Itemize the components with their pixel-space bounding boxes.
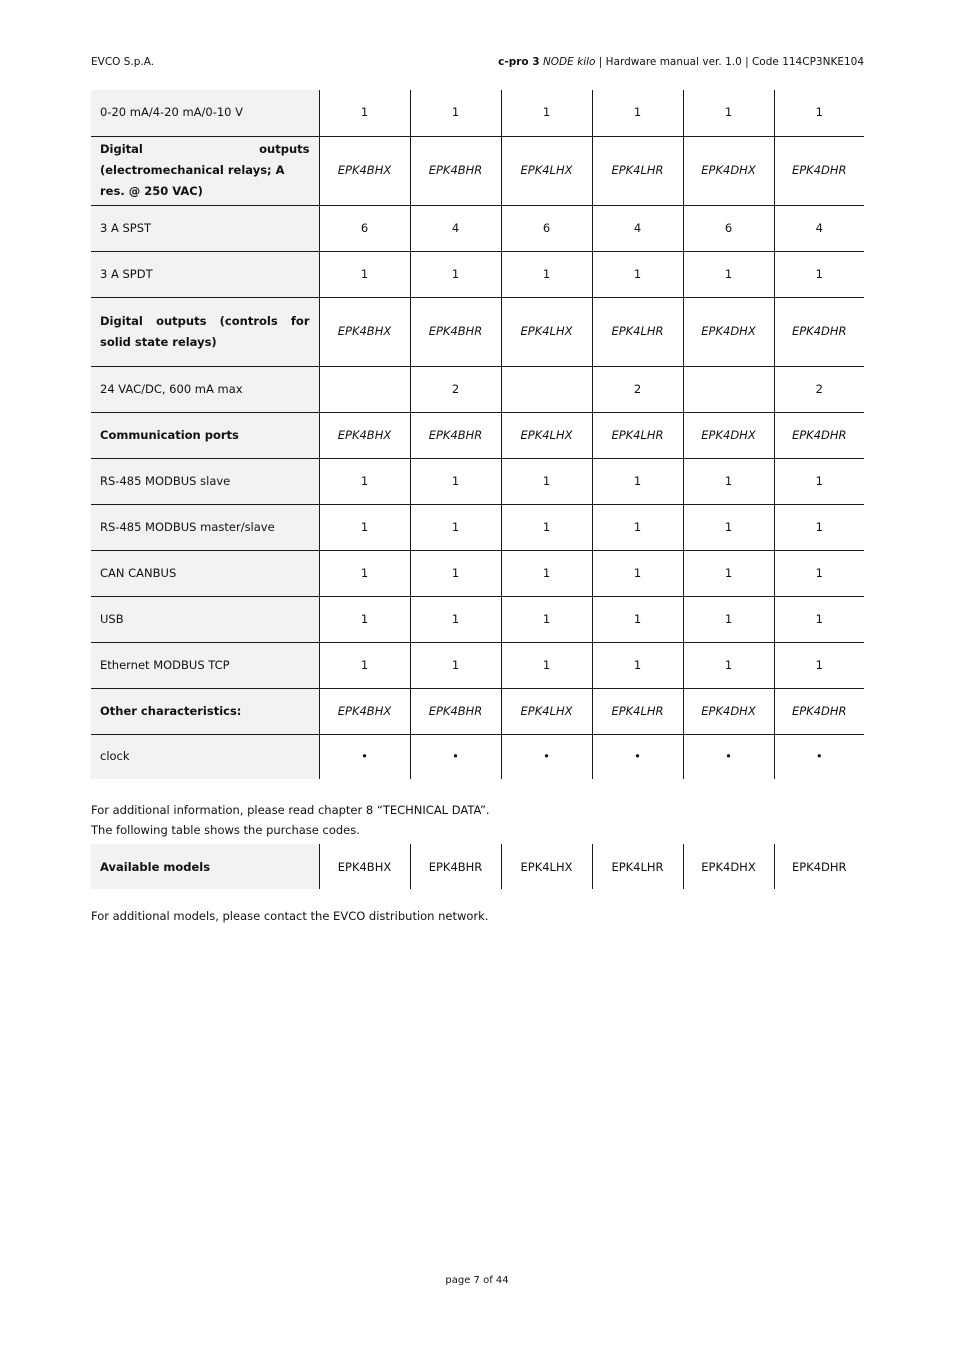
bullet-mark: •	[815, 749, 823, 764]
document-title	[498, 56, 864, 68]
table-row	[91, 734, 864, 779]
cell-value: 1	[319, 90, 410, 136]
model-code: EPK4BHR	[410, 844, 501, 889]
model-header: EPK4DHX	[683, 412, 774, 458]
model-header: EPK4BHR	[410, 136, 501, 205]
model-header: EPK4DHR	[774, 136, 864, 205]
specifications-table	[91, 90, 864, 779]
model-header: EPK4LHR	[592, 136, 683, 205]
row-label: Ethernet MODBUS TCP	[91, 642, 319, 688]
model-header: EPK4LHX	[501, 297, 592, 366]
company-name: EVCO S.p.A.	[91, 56, 155, 68]
cell-value: 6	[501, 205, 592, 251]
row-label: CAN CANBUS	[91, 550, 319, 596]
bullet-mark: •	[410, 734, 501, 779]
product-name: c-pro 3	[498, 56, 540, 68]
model-header: EPK4LHR	[592, 688, 683, 734]
cell-value: 6	[319, 205, 410, 251]
cell-value: 4	[410, 205, 501, 251]
model-header: EPK4DHX	[683, 688, 774, 734]
cell-value: 1	[410, 251, 501, 297]
cell-value: 1	[592, 504, 683, 550]
table-row	[91, 642, 864, 688]
table-row	[91, 90, 864, 136]
section-header-row	[91, 688, 864, 734]
cell-value: 1	[501, 550, 592, 596]
purchase-paragraph: The following table shows the purchase codes.	[91, 823, 360, 837]
cell-value: 1	[774, 596, 864, 642]
model-header: EPK4BHX	[319, 688, 410, 734]
table-row	[91, 366, 864, 412]
cell-value: 2	[410, 366, 501, 412]
model-header: EPK4DHR	[774, 297, 864, 366]
cell-value: 1	[410, 596, 501, 642]
bullet-mark: •	[683, 734, 774, 779]
row-label: USB	[91, 596, 319, 642]
model-header: EPK4LHX	[501, 412, 592, 458]
row-label: RS-485 MODBUS slave	[91, 458, 319, 504]
model-header: EPK4DHR	[774, 688, 864, 734]
section-label-other-characteristics: Other characteristics:	[91, 688, 319, 734]
cell-value: 1	[683, 596, 774, 642]
cell-value: 1	[319, 550, 410, 596]
cell-value: 1	[501, 90, 592, 136]
cell-value: 1	[501, 642, 592, 688]
model-header: EPK4BHX	[319, 136, 410, 205]
model-header: EPK4DHX	[683, 297, 774, 366]
model-header: EPK4DHR	[774, 412, 864, 458]
model-header: EPK4LHX	[501, 136, 592, 205]
cell-value: 1	[319, 596, 410, 642]
row-label: RS-485 MODBUS master/slave	[91, 504, 319, 550]
table-row	[91, 458, 864, 504]
table-row	[91, 504, 864, 550]
cell-value: 1	[683, 458, 774, 504]
row-label: 3 A SPST	[91, 205, 319, 251]
cell-value: 1	[501, 596, 592, 642]
bullet-mark: •	[319, 734, 410, 779]
cell-value: 1	[774, 458, 864, 504]
cell-value: 1	[410, 504, 501, 550]
cell-value	[501, 366, 592, 412]
model-header: EPK4BHR	[410, 412, 501, 458]
cell-value: 1	[774, 550, 864, 596]
model-code: EPK4LHX	[501, 844, 592, 889]
section-label-communication-ports: Communication ports	[91, 412, 319, 458]
cell-value: 1	[410, 550, 501, 596]
model-header: EPK4BHR	[410, 297, 501, 366]
cell-value: 1	[592, 458, 683, 504]
cell-value: 1	[319, 504, 410, 550]
cell-value: 1	[592, 596, 683, 642]
available-models-label: Available models	[91, 844, 319, 889]
cell-value: 6	[683, 205, 774, 251]
cell-value: 1	[410, 458, 501, 504]
cell-value: 1	[319, 251, 410, 297]
cell-value	[683, 366, 774, 412]
row-label: 0-20 mA/4-20 mA/0-10 V	[91, 90, 319, 136]
section-header-row	[91, 136, 864, 205]
cell-value: 1	[774, 642, 864, 688]
cell-value: 1	[592, 90, 683, 136]
cell-value: 2	[592, 366, 683, 412]
model-code: EPK4DHR	[791, 859, 847, 874]
row-label: 24 VAC/DC, 600 mA max	[91, 366, 319, 412]
cell-value: 1	[683, 251, 774, 297]
model-header: EPK4LHX	[501, 688, 592, 734]
info-paragraph: For additional information, please read chapter 8 “TECHNICAL DATA”.	[91, 803, 490, 817]
cell-value: 1	[774, 504, 864, 550]
row-label: clock	[91, 734, 319, 779]
cell-value: 1	[501, 251, 592, 297]
cell-value: 4	[592, 205, 683, 251]
contact-paragraph: For additional models, please contact the EVCO distribution network.	[91, 909, 489, 923]
cell-value: 1	[319, 642, 410, 688]
table-row	[91, 251, 864, 297]
table-row	[91, 205, 864, 251]
cell-value: 1	[774, 90, 864, 136]
model-code: EPK4BHX	[319, 844, 410, 889]
model-header: EPK4LHR	[592, 412, 683, 458]
section-header-row	[91, 297, 864, 366]
section-label-digital-outputs-ssr: Digital outputs (controls for solid state relays)	[91, 297, 319, 366]
bullet-mark: •	[592, 734, 683, 779]
model-header: EPK4BHX	[319, 412, 410, 458]
table-row	[91, 550, 864, 596]
model-header: EPK4BHR	[410, 688, 501, 734]
cell-value: 1	[774, 251, 864, 297]
model-header: EPK4LHR	[592, 297, 683, 366]
section-header-row	[91, 412, 864, 458]
cell-value: 1	[592, 642, 683, 688]
cell-value: 1	[683, 642, 774, 688]
page-number: page 7 of 44	[445, 1275, 509, 1286]
cell-value: 1	[592, 550, 683, 596]
bullet-mark: •	[501, 734, 592, 779]
cell-value: 1	[683, 550, 774, 596]
cell-value: 1	[410, 90, 501, 136]
model-code: EPK4DHX	[683, 844, 774, 889]
model-header: EPK4DHX	[683, 136, 774, 205]
cell-value: 1	[683, 90, 774, 136]
model-header: EPK4BHX	[319, 297, 410, 366]
row-label: 3 A SPDT	[91, 251, 319, 297]
cell-value	[319, 366, 410, 412]
product-variant: NODE kilo	[542, 56, 596, 68]
table-row	[91, 596, 864, 642]
manual-info: | Hardware manual ver. 1.0 | Code 114CP3NKE104	[598, 56, 864, 68]
cell-value: 1	[410, 642, 501, 688]
cell-value: 1	[501, 504, 592, 550]
available-models-table	[91, 844, 864, 889]
section-label-digital-outputs-relays: Digital outputs (electromechanical relays; A res. @ 250 VAC)	[91, 136, 319, 205]
cell-value: 1	[683, 504, 774, 550]
cell-value: 4	[774, 205, 864, 251]
cell-value: 1	[319, 458, 410, 504]
cell-value: 1	[592, 251, 683, 297]
cell-value: 2	[774, 366, 864, 412]
table-row	[91, 844, 864, 889]
cell-value: 1	[501, 458, 592, 504]
model-code: EPK4LHR	[592, 844, 683, 889]
